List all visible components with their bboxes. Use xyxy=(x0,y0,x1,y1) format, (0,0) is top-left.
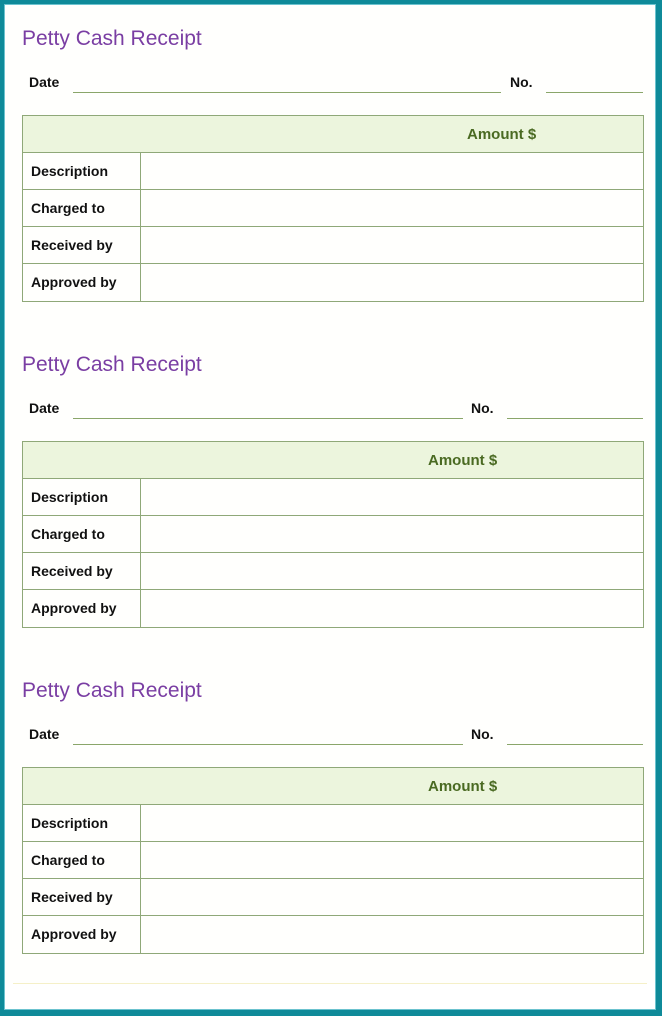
receipt-title: Petty Cash Receipt xyxy=(22,27,202,50)
row-label: Description xyxy=(31,163,109,179)
table-row-description xyxy=(23,153,643,190)
number-label: No. xyxy=(510,74,533,90)
row-label: Approved by xyxy=(31,926,117,942)
row-label: Received by xyxy=(31,237,113,253)
charged-to-cell[interactable] xyxy=(140,842,643,878)
row-label: Charged to xyxy=(31,852,105,868)
table-row-approved-by xyxy=(23,264,643,301)
row-label: Approved by xyxy=(31,600,117,616)
table-header xyxy=(23,116,643,153)
receipt-table xyxy=(22,767,644,954)
receipt-title: Petty Cash Receipt xyxy=(22,679,202,702)
amount-header: Amount $ xyxy=(428,778,498,795)
table-row-received-by xyxy=(23,879,643,916)
table-row-received-by xyxy=(23,227,643,264)
row-label: Charged to xyxy=(31,526,105,542)
approved-by-cell[interactable] xyxy=(140,264,643,301)
date-label: Date xyxy=(29,74,60,90)
receipt-table xyxy=(22,441,644,628)
table-row-received-by xyxy=(23,553,643,590)
receipt-title: Petty Cash Receipt xyxy=(22,353,202,376)
receipt-1 xyxy=(5,5,655,331)
amount-header: Amount $ xyxy=(467,126,537,143)
number-field[interactable] xyxy=(546,92,643,93)
description-cell[interactable] xyxy=(140,805,643,841)
number-label: No. xyxy=(471,400,494,416)
row-label: Approved by xyxy=(31,274,117,290)
date-field[interactable] xyxy=(73,92,501,93)
table-row-approved-by xyxy=(23,916,643,953)
table-row-charged-to xyxy=(23,842,643,879)
approved-by-cell[interactable] xyxy=(140,916,643,953)
received-by-cell[interactable] xyxy=(140,879,643,915)
date-field[interactable] xyxy=(73,744,463,745)
document-sheet xyxy=(4,4,656,1010)
row-label: Received by xyxy=(31,889,113,905)
number-field[interactable] xyxy=(507,418,643,419)
row-label: Charged to xyxy=(31,200,105,216)
table-row-description xyxy=(23,805,643,842)
charged-to-cell[interactable] xyxy=(140,516,643,552)
date-label: Date xyxy=(29,726,60,742)
table-row-approved-by xyxy=(23,590,643,627)
description-cell[interactable] xyxy=(140,479,643,515)
divider xyxy=(13,983,647,984)
received-by-cell[interactable] xyxy=(140,227,643,263)
charged-to-cell[interactable] xyxy=(140,190,643,226)
date-field[interactable] xyxy=(73,418,463,419)
row-label: Received by xyxy=(31,563,113,579)
received-by-cell[interactable] xyxy=(140,553,643,589)
receipt-2 xyxy=(5,331,655,657)
date-label: Date xyxy=(29,400,60,416)
receipt-table xyxy=(22,115,644,302)
number-label: No. xyxy=(471,726,494,742)
table-header xyxy=(23,442,643,479)
table-header xyxy=(23,768,643,805)
table-row-description xyxy=(23,479,643,516)
receipt-3 xyxy=(5,657,655,983)
row-label: Description xyxy=(31,489,109,505)
row-label: Description xyxy=(31,815,109,831)
description-cell[interactable] xyxy=(140,153,643,189)
table-row-charged-to xyxy=(23,190,643,227)
amount-header: Amount $ xyxy=(428,452,498,469)
approved-by-cell[interactable] xyxy=(140,590,643,627)
table-row-charged-to xyxy=(23,516,643,553)
number-field[interactable] xyxy=(507,744,643,745)
